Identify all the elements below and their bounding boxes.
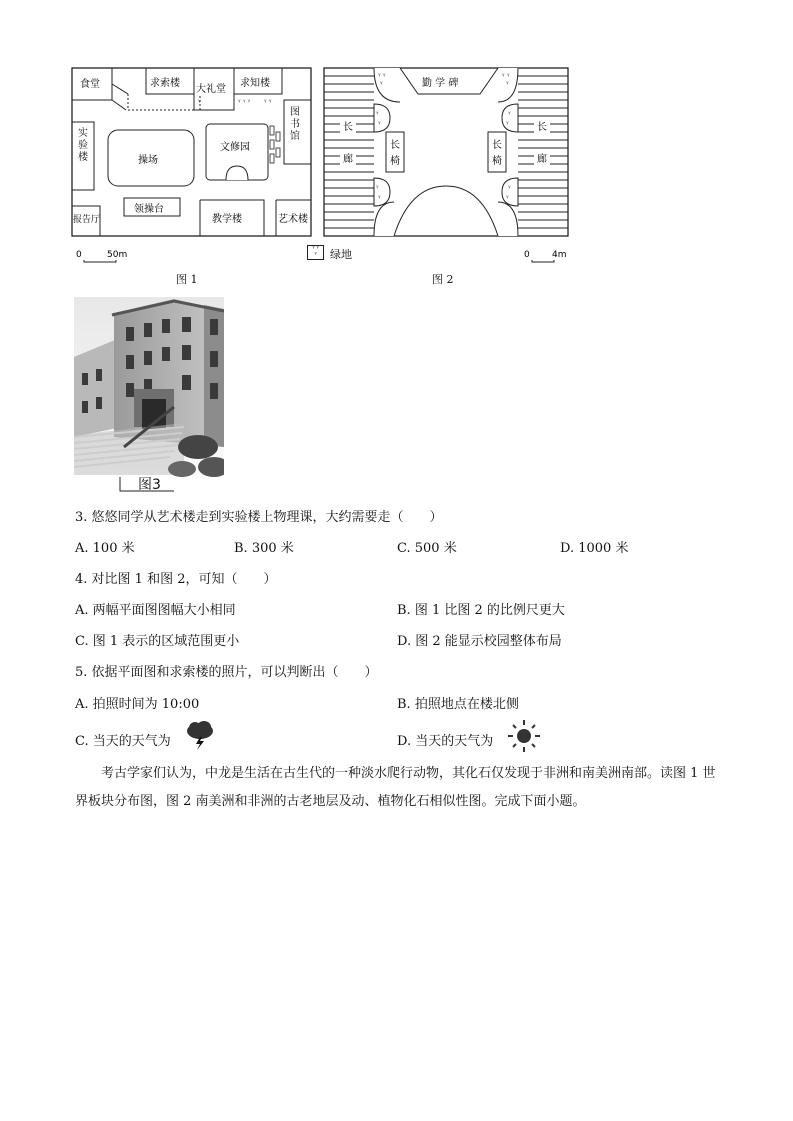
label-bench-right-2: 椅 xyxy=(492,156,502,167)
legend-green-swatch: ᵞ ᵞ ᵞ xyxy=(307,245,324,260)
question-4-option-d[interactable]: D. 图 2 能显示校园整体布局 xyxy=(397,634,562,649)
svg-text:ᵞ ᵞ: ᵞ ᵞ xyxy=(378,72,386,80)
svg-text:ᵞ: ᵞ xyxy=(506,120,509,128)
label-playground: 操场 xyxy=(138,155,158,166)
question-3-option-d[interactable]: D. 1000 米 xyxy=(560,541,629,556)
label-bench-left-1: 长 xyxy=(390,140,400,151)
scale-zero-2: 0 xyxy=(524,250,530,260)
label-corridor-right-1: 长 xyxy=(537,122,547,133)
question-5-option-c[interactable]: C. 当天的天气为 xyxy=(75,734,171,749)
question-4-stem: 4. 对比图 1 和图 2，可知（ ） xyxy=(75,572,277,587)
question-4-option-a[interactable]: A. 两幅平面图图幅大小相同 xyxy=(75,603,236,618)
label-library: 图书馆 xyxy=(290,107,300,142)
label-canteen: 食堂 xyxy=(80,79,100,90)
svg-text:ᵞ: ᵞ xyxy=(198,98,201,106)
question-3-stem: 3. 悠悠同学从艺术楼走到实验楼上物理课，大约需要走（ ） xyxy=(75,510,443,525)
question-4-option-b[interactable]: B. 图 1 比图 2 的比例尺更大 xyxy=(397,603,565,618)
question-4-option-c[interactable]: C. 图 1 表示的区域范围更小 xyxy=(75,634,240,649)
svg-text:ᵞ: ᵞ xyxy=(508,110,511,118)
question-5-option-a[interactable]: A. 拍照时间为 10:00 xyxy=(75,697,200,712)
question-3-option-c[interactable]: C. 500 米 xyxy=(397,541,457,556)
scale-zero-1: 0 xyxy=(76,250,82,260)
caption-figure-1: 图 1 xyxy=(176,273,198,286)
svg-text:ᵞ ᵞ: ᵞ ᵞ xyxy=(264,98,272,106)
label-teaching: 教学楼 xyxy=(212,214,242,225)
caption-figure-2: 图 2 xyxy=(432,273,454,286)
svg-text:ᵞ: ᵞ xyxy=(378,194,381,202)
label-corridor-left-2: 廊 xyxy=(343,154,353,165)
figure-1-campus-map xyxy=(70,66,315,276)
question-5-stem: 5. 依据平面图和求索楼的照片，可以判断出（ ） xyxy=(75,665,378,680)
intro-paragraph: 考古学家们认为，中龙是生活在古生代的一种淡水爬行动物，其化石仅发现于非洲和南美洲南部。读图 1 世界板块分布图，图 2 南美洲和非洲的古老地层及动、植物化石相似性图。完成下面小题。 xyxy=(75,766,716,809)
svg-text:ᵞ: ᵞ xyxy=(376,110,379,118)
sunny-icon xyxy=(507,719,541,753)
label-corridor-right-2: 廊 xyxy=(537,154,547,165)
question-5-option-d[interactable]: D. 当天的天气为 xyxy=(397,734,494,749)
label-bench-left-2: 椅 xyxy=(390,156,400,167)
svg-text:ᵞ ᵞ ᵞ: ᵞ ᵞ ᵞ xyxy=(238,98,251,106)
label-qiusuo: 求索楼 xyxy=(150,78,180,89)
figure-3-building-photo xyxy=(74,297,224,493)
legend-green-label: 绿地 xyxy=(330,248,352,261)
label-auditorium: 大礼堂 xyxy=(196,84,226,95)
label-qiuzhi: 求知楼 xyxy=(240,78,270,89)
svg-text:ᵞ: ᵞ xyxy=(380,80,383,88)
label-report-hall: 报告厅 xyxy=(73,215,101,225)
label-wenxiu: 文修园 xyxy=(220,142,250,153)
label-bench-right-1: 长 xyxy=(492,140,502,151)
figure-2-garden-map xyxy=(322,66,572,276)
label-lab: 实验楼 xyxy=(78,128,88,163)
scale-value-1: 50m xyxy=(107,250,128,260)
thunderstorm-icon xyxy=(186,719,214,751)
svg-text:ᵞ: ᵞ xyxy=(506,80,509,88)
svg-text:ᵞ: ᵞ xyxy=(378,120,381,128)
label-stele: 勤 学 碑 xyxy=(422,78,459,89)
question-5-option-b[interactable]: B. 拍照地点在楼北侧 xyxy=(397,697,519,712)
caption-figure-3: 图3 xyxy=(138,477,161,493)
svg-text:ᵞ ᵞ: ᵞ ᵞ xyxy=(502,72,510,80)
svg-text:ᵞ: ᵞ xyxy=(508,184,511,192)
svg-text:ᵞ: ᵞ xyxy=(376,184,379,192)
svg-text:ᵞ: ᵞ xyxy=(506,194,509,202)
label-podium: 领操台 xyxy=(134,204,164,215)
label-corridor-left-1: 长 xyxy=(343,122,353,133)
scale-value-2: 4m xyxy=(552,250,567,260)
question-3-option-b[interactable]: B. 300 米 xyxy=(234,541,294,556)
question-3-option-a[interactable]: A. 100 米 xyxy=(75,541,135,556)
label-art: 艺术楼 xyxy=(278,214,308,225)
